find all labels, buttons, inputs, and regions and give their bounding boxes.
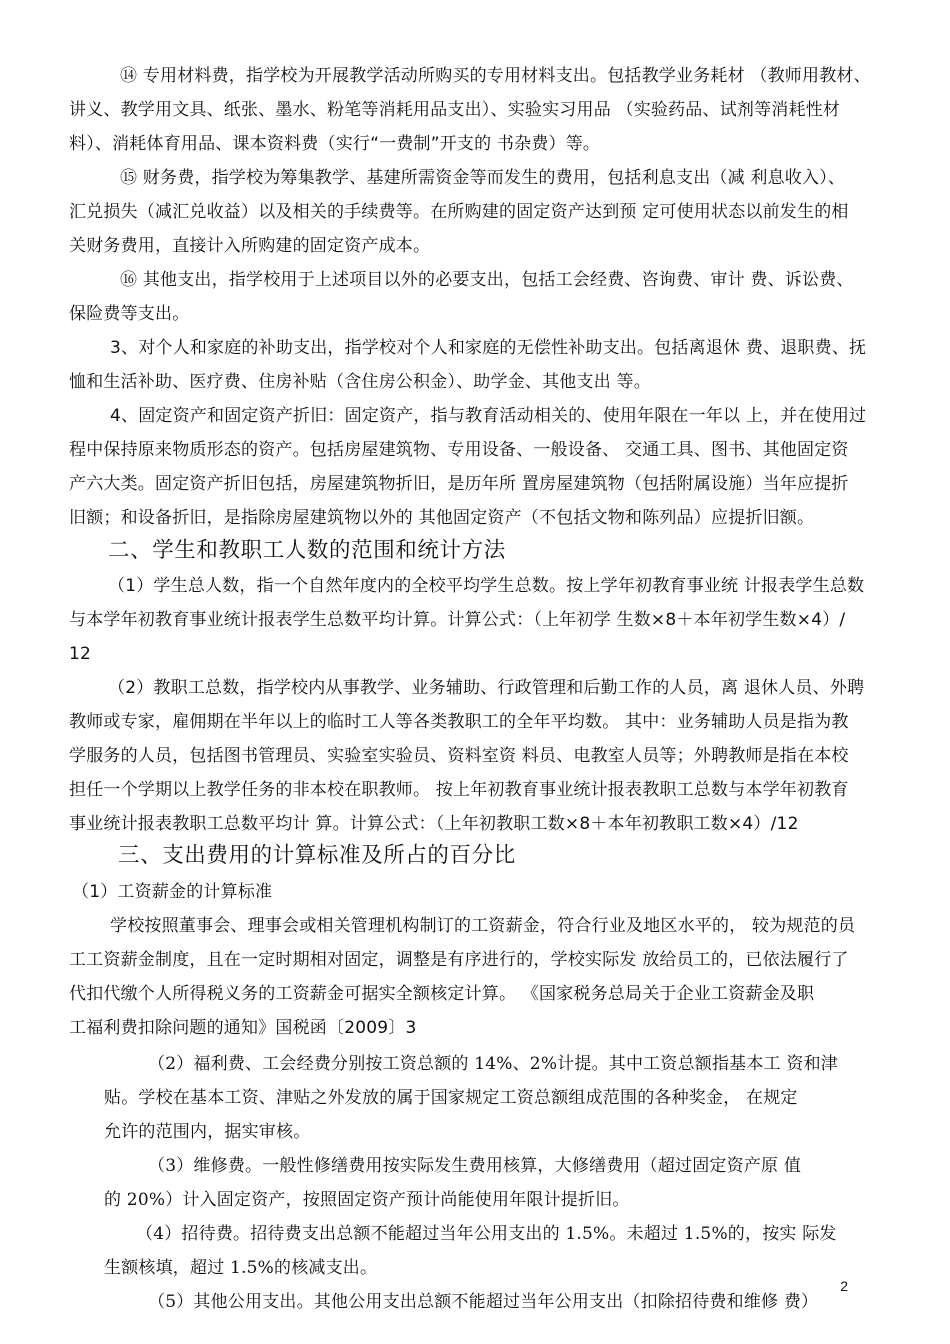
text-line: 产六大类。固定资产折旧包括，房屋建筑物折旧，是历年所 置房屋建筑物（包括附属设施）当年应提折 bbox=[69, 474, 849, 494]
text-line: 料）、消耗体育用品、课本资料费（实行“一费制”开支的 书杂费）等。 bbox=[69, 134, 601, 154]
text-line: （5）其他公用支出。其他公用支出总额不能超过当年公用支出（扣除招待费和维修 费） bbox=[148, 1292, 819, 1312]
text-line: 讲义、教学用文具、纸张、墨水、粉笔等消耗用品支出）、实验实习用品 （实验药品、试剂等消耗性材 bbox=[69, 100, 841, 120]
text-line: 学校按照董事会、理事会或相关管理机构制订的工资薪金，符合行业及地区水平的， 较为规范的员 bbox=[110, 916, 856, 936]
text-line: 12 bbox=[69, 644, 92, 664]
text-line: 工工资薪金制度，且在一定时期相对固定，调整是有序进行的，学校实际发 放给员工的，已依法履行了 bbox=[69, 950, 849, 970]
text-line: 关财务费用，直接计入所购建的固定资产成本。 bbox=[69, 236, 431, 256]
text-line: 教师或专家，雇佣期在半年以上的临时工人等各类教职工的全年平均数。 其中：业务辅助人员是指为教 bbox=[69, 712, 849, 732]
text-line: 保险费等支出。 bbox=[69, 304, 190, 324]
text-line: ⑯ 其他支出，指学校用于上述项目以外的必要支出，包括工会经费、咨询费、审计 费、诉讼费、 bbox=[120, 270, 854, 290]
text-line: ⑭ 专用材料费，指学校为开展教学活动所购买的专用材料支出。包括教学业务耗材 （教师用教材、 bbox=[120, 66, 871, 86]
text-line: 与本学年初教育事业统计报表学生总数平均计算。计算公式：（上年初学 生数×8＋本年初学生数×4）/ bbox=[69, 610, 846, 630]
section-heading: 三、支出费用的计算标准及所占的百分比 bbox=[118, 843, 516, 868]
text-line: 学服务的人员，包括图书管理员、实验室实验员、资料室资 料员、电教室人员等；外聘教师是指在本校 bbox=[69, 746, 849, 766]
text-line: 3、对个人和家庭的补助支出，指学校对个人和家庭的无偿性补助支出。包括离退休 费、退职费、抚 bbox=[110, 338, 867, 358]
section-heading: 二、学生和教职工人数的范围和统计方法 bbox=[108, 538, 506, 563]
text-line: （1）学生总人数，指一个自然年度内的全校平均学生总数。按上学年初教育事业统 计报表学生总数 bbox=[108, 576, 865, 596]
text-line: （4）招待费。招待费支出总额不能超过当年公用支出的 1.5%。未超过 1.5%的，按实 际发 bbox=[136, 1224, 837, 1244]
text-line: ⑮ 财务费，指学校为筹集教学、基建所需资金等而发生的费用，包括利息支出（减 利息收入）、 bbox=[120, 168, 846, 188]
text-line: 工福利费扣除问题的通知》国税函〔2009〕3 bbox=[69, 1018, 417, 1038]
text-line: 代扣代缴个人所得税义务的工资薪金可据实全额核定计算。 《国家税务总局关于企业工资薪金及职 bbox=[69, 984, 815, 1004]
text-line: 汇兑损失（减汇兑收益）以及相关的手续费等。在所购建的固定资产达到预 定可使用状态以前发生的相 bbox=[69, 202, 849, 222]
text-line: （2）教职工总数，指学校内从事教学、业务辅助、行政管理和后勤工作的人员，离 退休人员、外聘 bbox=[108, 678, 865, 698]
text-line: 的 20%）计入固定资产，按照固定资产预计尚能使用年限计提折旧。 bbox=[104, 1190, 630, 1210]
text-line: （2）福利费、工会经费分别按工资总额的 14%、2%计提。其中工资总额指基本工 资和津 bbox=[148, 1054, 838, 1074]
text-line: 担任一个学期以上教学任务的非本校在职教师。 按上年初教育事业统计报表教职工总数与本学年初教育 bbox=[69, 780, 849, 800]
text-line: 旧额；和设备折旧，是指除房屋建筑物以外的 其他固定资产（不包括文物和陈列品）应提折旧额。 bbox=[69, 508, 815, 528]
text-line: 4、固定资产和固定资产折旧：固定资产，指与教育活动相关的、使用年限在一年以 上，并在使用过 bbox=[110, 406, 867, 426]
text-line: 生额核填，超过 1.5%的核减支出。 bbox=[104, 1258, 378, 1278]
text-line: （1）工资薪金的计算标准 bbox=[72, 882, 273, 902]
text-line: 恤和生活补助、医疗费、住房补贴（含住房公积金）、助学金、其他支出 等。 bbox=[69, 372, 651, 392]
page-number: 2 bbox=[840, 1278, 848, 1294]
text-line: 贴。学校在基本工资、津贴之外发放的属于国家规定工资总额组成范围的各种奖金， 在规定 bbox=[104, 1088, 798, 1108]
text-line: 程中保持原来物质形态的资产。包括房屋建筑物、专用设备、一般设备、 交通工具、图书、其他固定资 bbox=[69, 440, 849, 460]
text-line: 事业统计报表教职工总数平均计 算。计算公式：（上年初教职工数×8＋本年初教职工数×4）/12 bbox=[69, 814, 799, 834]
text-line: （3）维修费。一般性修缮费用按实际发生费用核算，大修缮费用（超过固定资产原 值 bbox=[148, 1156, 802, 1176]
text-line: 允许的范围内，据实审核。 bbox=[104, 1122, 311, 1142]
